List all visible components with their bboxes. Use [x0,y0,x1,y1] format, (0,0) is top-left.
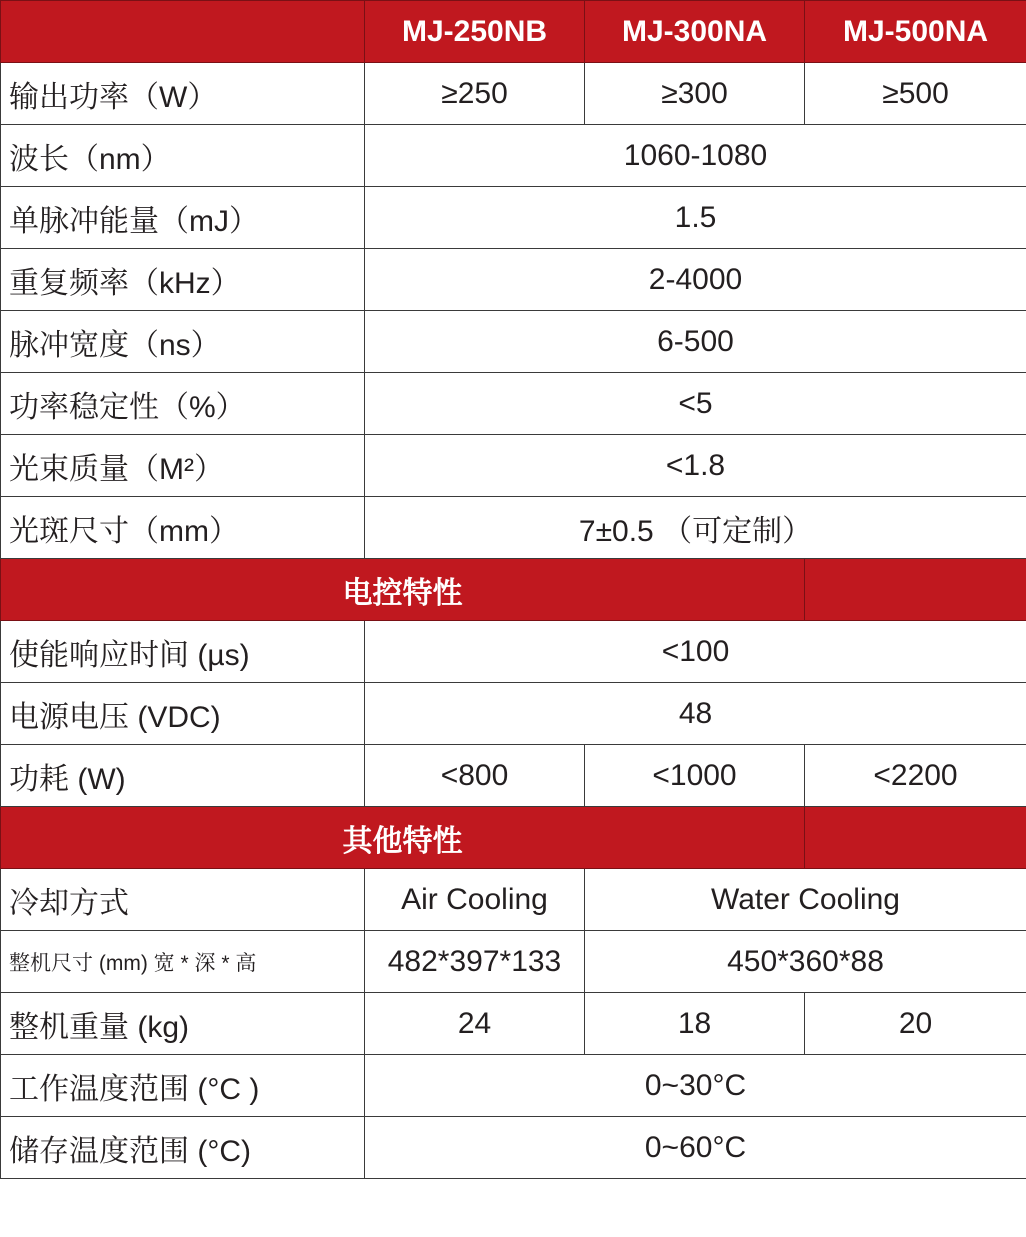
table-row-repetition-rate [1,249,1026,311]
row-label-storage-temp: 储存温度范围 (°C) [1,1117,365,1179]
header-corner-cell [1,1,365,63]
row-label-pulse-energy: 单脉冲能量（mJ） [1,187,365,249]
section-title-other: 其他特性 [1,807,805,869]
operating-temp-value: 0~30°C [365,1055,1026,1117]
table-row-weight [1,993,1026,1055]
supply-voltage-value: 48 [365,683,1026,745]
repetition-rate-value: 2-4000 [365,249,1026,311]
cooling-mj-300na-500na: Water Cooling [585,869,1026,931]
power-consumption-mj-300na: <1000 [585,745,805,807]
table-row-dimensions [1,931,1026,993]
row-label-wavelength: 波长（nm） [1,125,365,187]
row-label-output-power: 输出功率（W） [1,63,365,125]
table-row-power-consumption [1,745,1026,807]
weight-mj-500na: 20 [805,993,1026,1055]
power-consumption-mj-500na: <2200 [805,745,1026,807]
row-label-weight: 整机重量 (kg) [1,993,365,1055]
pulse-energy-value: 1.5 [365,187,1026,249]
row-label-dimensions: 整机尺寸 (mm) 宽 * 深 * 高 [1,931,365,993]
row-label-power-stability: 功率稳定性（%） [1,373,365,435]
output-power-mj-300na: ≥300 [585,63,805,125]
row-label-cooling: 冷却方式 [1,869,365,931]
table-row-wavelength [1,125,1026,187]
table-row-output-power [1,63,1026,125]
wavelength-value: 1060-1080 [365,125,1026,187]
table-row-enable-response [1,621,1026,683]
section-row-electrical [1,559,1026,621]
table-row-spot-size [1,497,1026,559]
table-row-operating-temp [1,1055,1026,1117]
section-extra-cell-electrical [805,559,1026,621]
row-label-enable-response: 使能响应时间 (µs) [1,621,365,683]
model-header-mj-250nb: MJ-250NB [365,1,585,63]
table-row-beam-quality [1,435,1026,497]
pulse-width-value: 6-500 [365,311,1026,373]
weight-mj-300na: 18 [585,993,805,1055]
spot-size-value: 7±0.5 （可定制） [365,497,1026,559]
model-header-mj-500na: MJ-500NA [805,1,1026,63]
table-row-cooling [1,869,1026,931]
section-row-other [1,807,1026,869]
row-label-pulse-width: 脉冲宽度（ns） [1,311,365,373]
section-extra-cell-other [805,807,1026,869]
row-label-spot-size: 光斑尺寸（mm） [1,497,365,559]
beam-quality-value: <1.8 [365,435,1026,497]
table-row-supply-voltage [1,683,1026,745]
dimensions-mj-250nb: 482*397*133 [365,931,585,993]
table-row-storage-temp [1,1117,1026,1179]
model-header-mj-300na: MJ-300NA [585,1,805,63]
weight-mj-250nb: 24 [365,993,585,1055]
storage-temp-value: 0~60°C [365,1117,1026,1179]
dimensions-mj-300na-500na: 450*360*88 [585,931,1026,993]
row-label-beam-quality: 光束质量（M²） [1,435,365,497]
header-row [1,1,1026,63]
cooling-mj-250nb: Air Cooling [365,869,585,931]
row-label-operating-temp: 工作温度范围 (°C ) [1,1055,365,1117]
output-power-mj-500na: ≥500 [805,63,1026,125]
row-label-supply-voltage: 电源电压 (VDC) [1,683,365,745]
output-power-mj-250nb: ≥250 [365,63,585,125]
row-label-repetition-rate: 重复频率（kHz） [1,249,365,311]
table-row-pulse-energy [1,187,1026,249]
enable-response-value: <100 [365,621,1026,683]
row-label-power-consumption: 功耗 (W) [1,745,365,807]
section-title-electrical: 电控特性 [1,559,805,621]
power-stability-value: <5 [365,373,1026,435]
table-row-pulse-width [1,311,1026,373]
power-consumption-mj-250nb: <800 [365,745,585,807]
table-row-power-stability [1,373,1026,435]
